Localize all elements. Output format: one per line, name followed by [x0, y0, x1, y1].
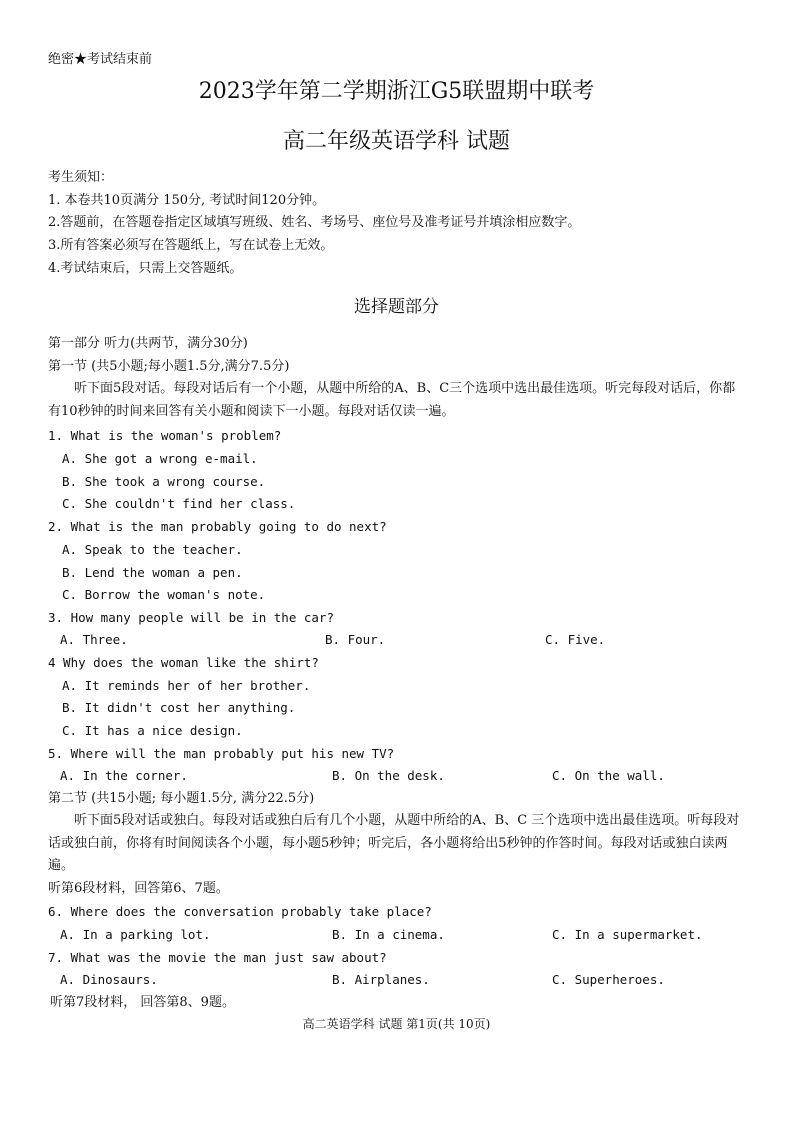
question-option: A. In a parking lot.: [60, 927, 211, 942]
question-option: B. Four.: [325, 632, 386, 647]
sec1-instructions: 听下面5段对话。每段对话后有一个小题，从题中所给的A、B、C三个选项中选出最佳选项。听完每段对话后，你都有10秒钟的时间来回答有关小题和阅读下一小题。每段对话仅读一遍。: [48, 381, 736, 419]
question-stem: 6. Where does the conversation probably take place?: [48, 904, 432, 919]
question-option: C. It has a nice design.: [62, 723, 243, 738]
question-option: B. Airplanes.: [332, 972, 430, 987]
question-option: A. Speak to the teacher.: [62, 542, 243, 557]
material-7-note: 听第7段材料， 回答第8、9题。: [50, 995, 235, 1010]
exam-title: 2023学年第二学期浙江G5联盟期中联考: [198, 79, 595, 104]
notice-item: 1. 本卷共10页满分 150分, 考试时间120分钟。: [48, 193, 326, 208]
question-stem: 7. What was the movie the man just saw about?: [48, 950, 387, 965]
question-option: B. In a cinema.: [332, 927, 445, 942]
question-option: C. In a supermarket.: [552, 927, 703, 942]
question-stem: 4 Why does the woman like the shirt?: [48, 655, 319, 670]
question-stem: 5. Where will the man probably put his new TV?: [48, 746, 395, 761]
notice-heading: 考生须知：: [48, 170, 114, 185]
exam-subtitle: 高二年级英语学科 试题: [283, 129, 510, 154]
material-6-note: 听第6段材料，回答第6、7题。: [48, 881, 229, 896]
section-title: 选择题部分: [354, 297, 439, 317]
sec2-instructions: 听下面5段对话或独白。每段对话或独白后有几个小题，从题中所给的A、B、C 三个选项中选出最佳选项。听每段对话或独白前，你将有时间阅读各个小题，每小题5秒钟；听完后，各小题将给出5秒钟的作答时间。每段对话或独白读两遍。: [48, 813, 740, 873]
question-option: B. On the desk.: [332, 768, 445, 783]
question-option: C. On the wall.: [552, 768, 665, 783]
question-option: A. Dinosaurs.: [60, 972, 158, 987]
notice-item: 2.答题前，在答题卷指定区域填写班级、姓名、考场号、座位号及准考证号并填涂相应数字。: [48, 215, 581, 230]
notice-item: 3.所有答案必须写在答题纸上，写在试卷上无效。: [48, 238, 334, 253]
question-option: C. She couldn't find her class.: [62, 496, 296, 511]
notice-item: 4.考试结束后，只需上交答题纸。: [48, 261, 243, 276]
question-option: A. She got a wrong e-mail.: [62, 451, 258, 466]
question-option: A. In the corner.: [60, 768, 188, 783]
question-stem: 1. What is the woman's problem?: [48, 428, 282, 443]
sec2-heading: 第二节 (共15小题; 每小题1.5分, 满分22.5分): [48, 791, 315, 806]
sec1-heading: 第一节 (共5小题;每小题1.5分,满分7.5分): [48, 359, 290, 374]
question-option: C. Superheroes.: [552, 972, 665, 987]
question-option: A. Three.: [60, 632, 128, 647]
question-option: C. Five.: [545, 632, 606, 647]
question-option: C. Borrow the woman's note.: [62, 587, 266, 602]
part1-heading: 第一部分 听力(共两节，满分30分): [48, 336, 248, 351]
question-option: B. She took a wrong course.: [62, 474, 266, 489]
question-stem: 2. What is the man probably going to do next?: [48, 519, 387, 534]
question-option: A. It reminds her of her brother.: [62, 678, 311, 693]
confidential-label: 绝密★考试结束前: [48, 52, 153, 67]
question-stem: 3. How many people will be in the car?: [48, 610, 334, 625]
page-footer: 高二英语学科 试题 第1页(共 10页): [302, 1017, 491, 1031]
question-option: B. It didn't cost her anything.: [62, 700, 296, 715]
question-option: B. Lend the woman a pen.: [62, 565, 243, 580]
